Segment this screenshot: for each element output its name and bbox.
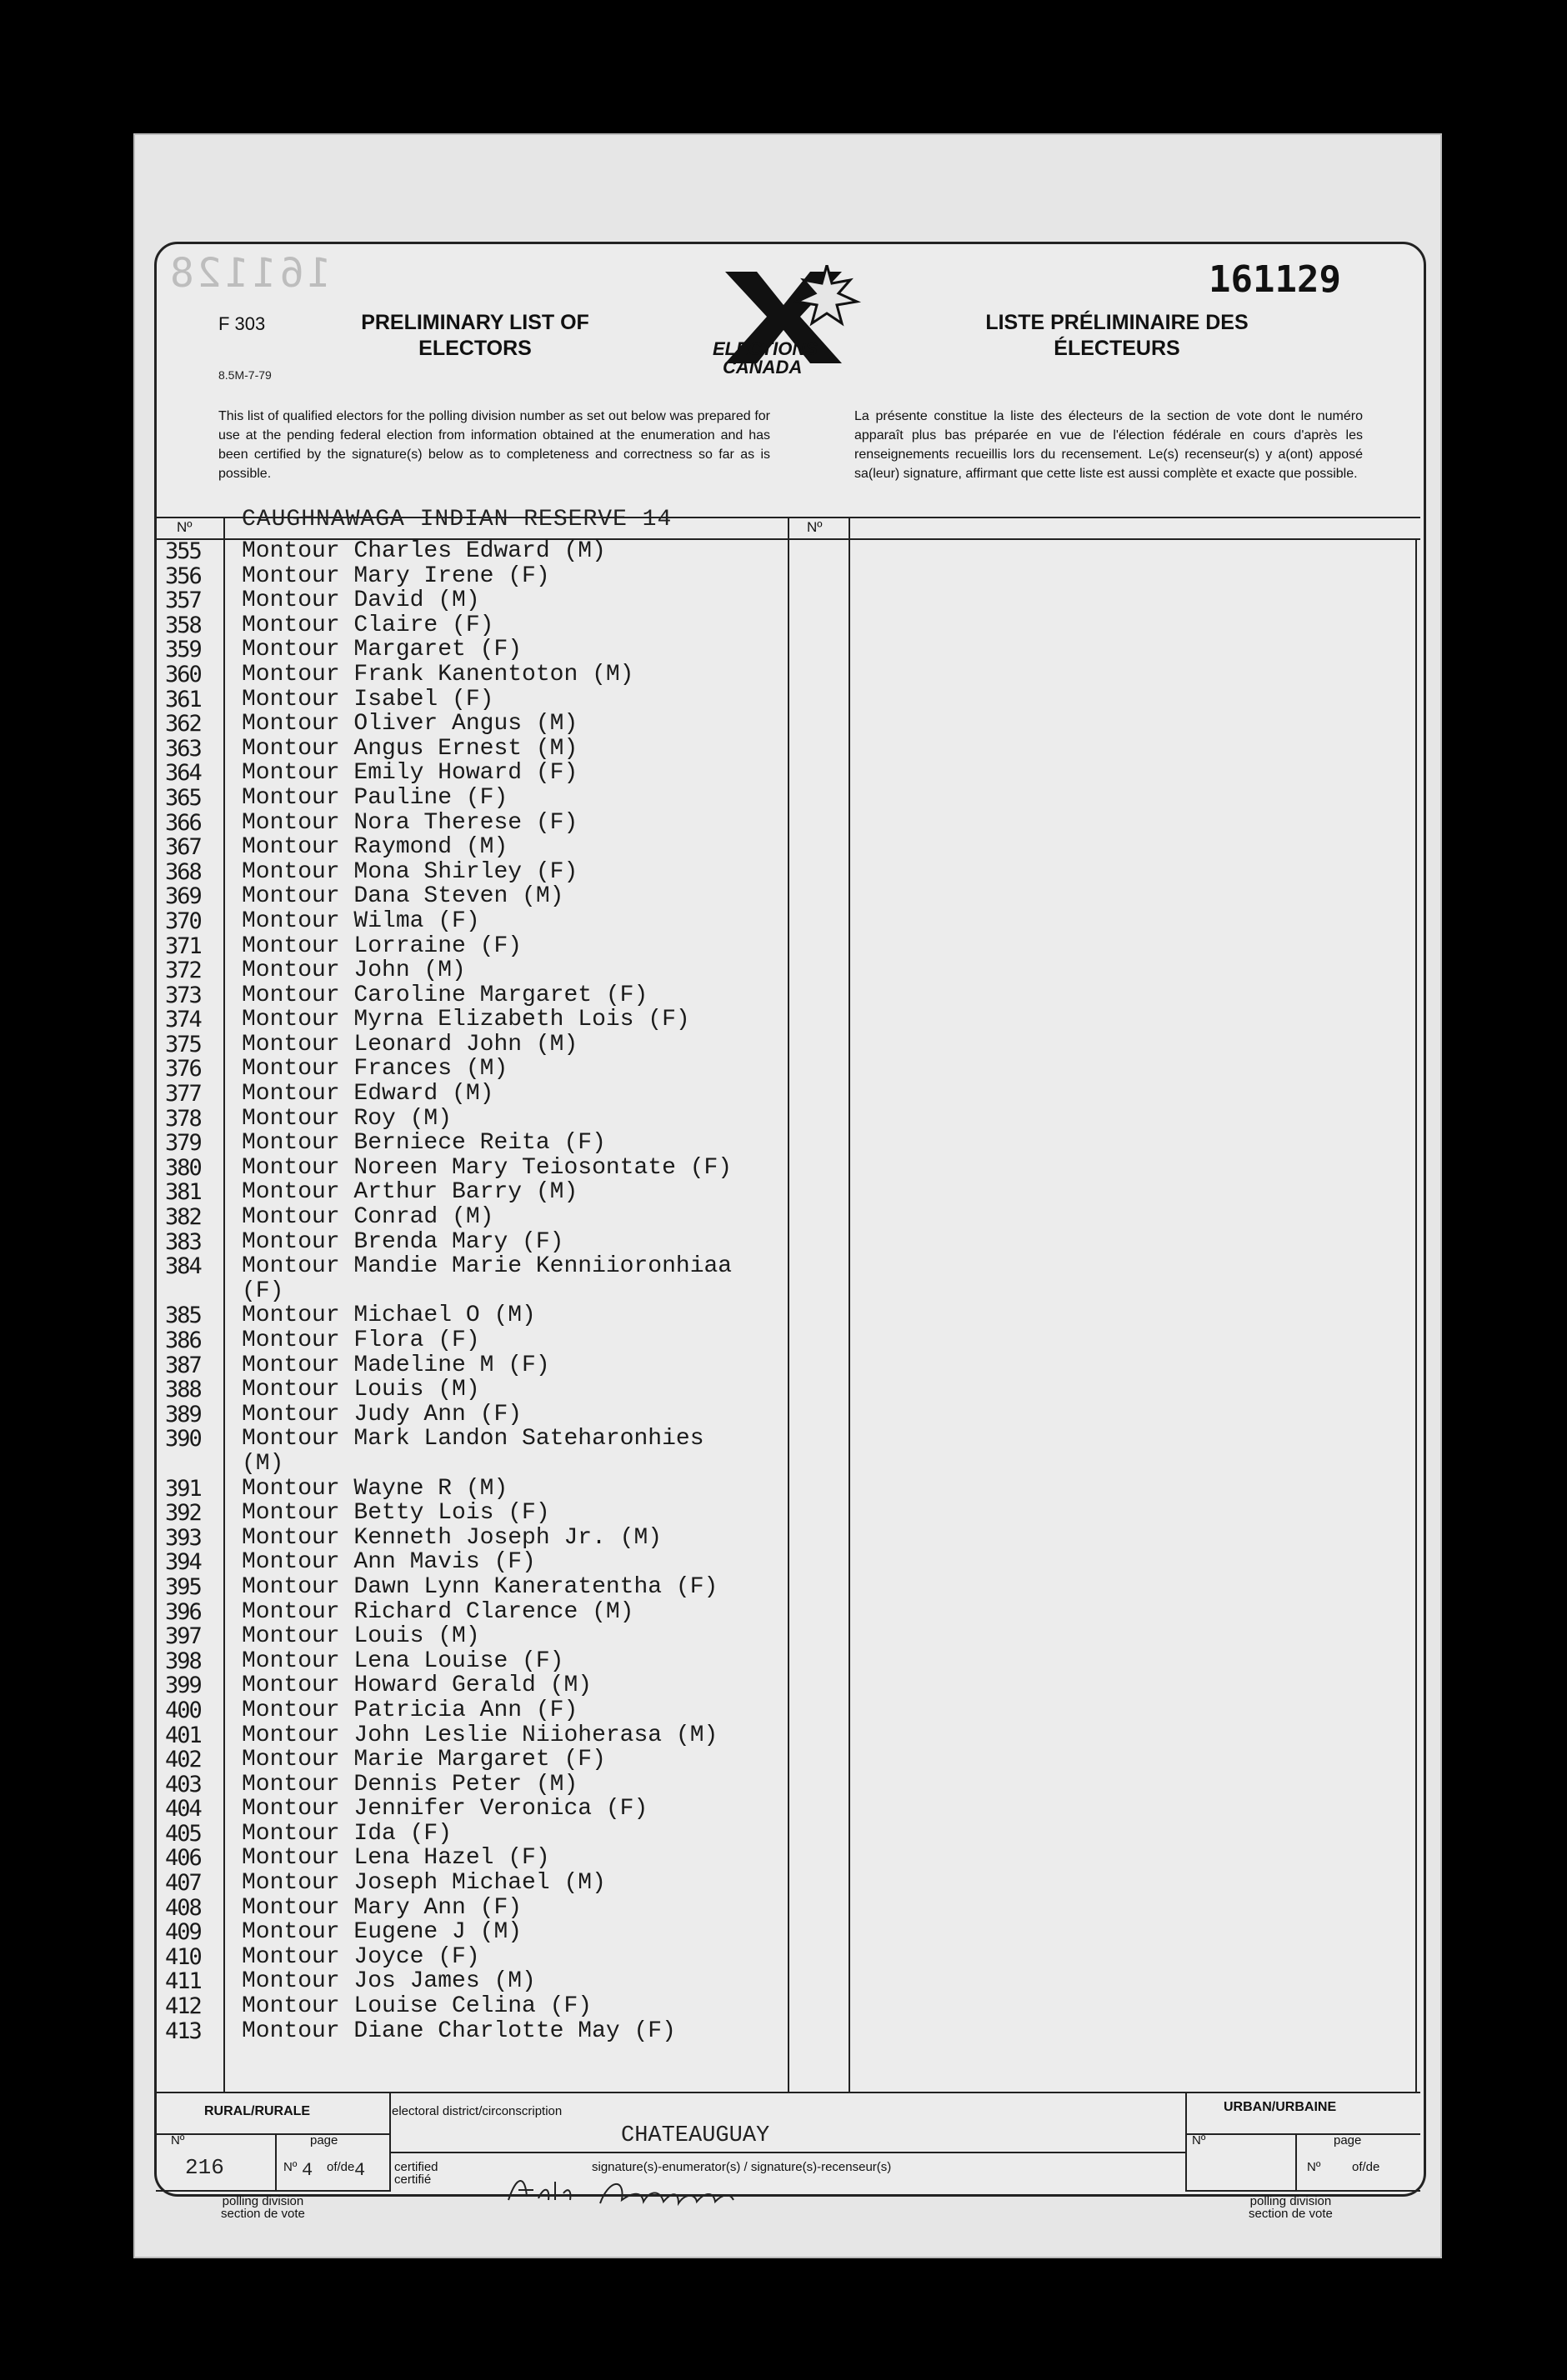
elector-name: Montour Caroline Margaret (F) [242, 982, 648, 1008]
elector-number: 373 [165, 982, 201, 1008]
elector-name: Montour Margaret (F) [242, 637, 523, 663]
document-number: 161129 [1209, 258, 1341, 301]
signature-label: signature(s)-enumerator(s) / signature(s)-recenseur(s) [592, 2160, 892, 2174]
elector-number: 399 [165, 1672, 201, 1699]
table-row [165, 1378, 815, 1402]
form-code: F 303 [218, 313, 266, 334]
elector-name: Montour Leonard John (M) [242, 1031, 578, 1058]
footer-rural-page-divider [275, 2133, 277, 2192]
table-row [165, 1624, 815, 1649]
elector-name: Montour Pauline (F) [242, 784, 508, 811]
elector-number: 359 [165, 637, 201, 663]
elector-number: 410 [165, 1943, 201, 1970]
column-header-number: Nº [177, 519, 193, 535]
elector-name: Montour Arthur Barry (M) [242, 1179, 578, 1206]
elector-number: 383 [165, 1228, 201, 1255]
elector-number: 386 [165, 1328, 201, 1353]
table-row [165, 1477, 815, 1502]
elector-name: Montour John (M) [242, 958, 466, 984]
table-row [165, 1008, 815, 1032]
urban-no-label: Nº [1192, 2133, 1206, 2148]
elector-name: Montour Louis (M) [242, 1377, 480, 1403]
title-french: LISTE PRÉLIMINAIRE DES ÉLECTEURS [985, 311, 1249, 360]
elector-number: 371 [165, 932, 201, 959]
elector-name: Montour Kenneth Joseph Jr. (M) [242, 1524, 663, 1551]
rural-page-label: page [310, 2133, 338, 2148]
table-row [165, 2019, 815, 2044]
table-row [165, 1526, 815, 1551]
elector-number: 388 [165, 1377, 201, 1403]
table-row [165, 1082, 815, 1107]
elector-number: 365 [165, 784, 201, 811]
page-total: 4 [354, 2160, 366, 2181]
elector-name: Montour Joseph Michael (M) [242, 1870, 606, 1897]
elector-number: 398 [165, 1648, 201, 1674]
elector-number: 364 [165, 760, 201, 787]
elector-name: Montour Lena Louise (F) [242, 1648, 564, 1674]
table-row [165, 1846, 815, 1871]
table-row [165, 983, 815, 1008]
footer-mid-rule [156, 2133, 389, 2135]
elector-name: Montour Diane Charlotte May (F) [242, 2018, 676, 2044]
elector-number: 408 [165, 1894, 201, 1921]
table-row [165, 564, 815, 589]
elector-name: Montour Patricia Ann (F) [242, 1697, 578, 1723]
elector-number: 368 [165, 858, 201, 885]
elector-number: 372 [165, 958, 201, 984]
table-row [165, 1600, 815, 1625]
table-row [165, 1772, 815, 1798]
elector-name: Montour Lena Hazel (F) [242, 1845, 550, 1872]
table-row [165, 1822, 815, 1847]
elector-name: Montour Jos James (M) [242, 1968, 536, 1995]
elector-name: Montour Oliver Angus (M) [242, 711, 578, 738]
table-row [165, 737, 815, 762]
elector-name: Montour Joyce (F) [242, 1943, 480, 1970]
elector-number: 397 [165, 1623, 201, 1650]
table-row [165, 1698, 815, 1723]
page-of-label: of/de [327, 2160, 355, 2174]
elector-name: Montour Mary Irene (F) [242, 562, 550, 589]
table-row [165, 1230, 815, 1255]
elector-name: Montour Edward (M) [242, 1081, 494, 1108]
elector-number: 406 [165, 1845, 201, 1872]
table-row [165, 1673, 815, 1698]
table-row [165, 1057, 815, 1082]
table-row [165, 1107, 815, 1132]
table-row [165, 1945, 815, 1970]
elector-name: Montour Ann Mavis (F) [242, 1549, 536, 1576]
elector-number: 379 [165, 1130, 201, 1157]
elector-name: (M) [242, 1450, 284, 1477]
elector-number: 412 [165, 1993, 201, 2020]
elector-number: 392 [165, 1500, 201, 1527]
elector-name: Montour Mona Shirley (F) [242, 858, 578, 885]
elector-name: Montour Dennis Peter (M) [242, 1771, 578, 1798]
table-row [165, 1797, 815, 1822]
elector-name: Montour Betty Lois (F) [242, 1500, 550, 1527]
table-row [165, 1748, 815, 1772]
elector-name: Montour Dana Steven (M) [242, 883, 564, 910]
table-row [165, 909, 815, 934]
elector-number: 378 [165, 1105, 201, 1132]
elector-number: 375 [165, 1031, 201, 1058]
elector-number: 381 [165, 1179, 201, 1206]
rural-label: RURAL/RURALE [204, 2104, 311, 2118]
footer-rural-divider [389, 2092, 391, 2192]
elector-name: Montour Charles Edward (M) [242, 538, 606, 564]
page-number: 4 [302, 2160, 313, 2181]
elector-name: Montour Noreen Mary Teiosontate (F) [242, 1154, 733, 1181]
polling-division-number: 216 [185, 2155, 224, 2180]
table-row [165, 1871, 815, 1896]
table-row [165, 1575, 815, 1600]
table-row [165, 1303, 815, 1328]
table-row [165, 1156, 815, 1181]
elector-number: 407 [165, 1870, 201, 1897]
elector-name: Montour Mary Ann (F) [242, 1894, 523, 1921]
table-row [165, 1032, 815, 1058]
elector-number: 366 [165, 809, 201, 836]
table-row [165, 1254, 815, 1279]
right-column-rule [1415, 538, 1417, 2092]
rural-no-label: Nº [171, 2133, 185, 2148]
table-row [165, 1402, 815, 1428]
table-row [165, 934, 815, 959]
elector-number: 396 [165, 1598, 201, 1625]
table-row [165, 1896, 815, 1921]
elector-name: Montour Mark Landon Sateharonhies [242, 1426, 704, 1452]
elector-number: 376 [165, 1056, 201, 1082]
elector-number: 358 [165, 612, 201, 638]
page-number-label: Nº [283, 2160, 298, 2174]
elector-number: 390 [165, 1426, 201, 1452]
elector-name: Montour Roy (M) [242, 1105, 453, 1132]
elector-name: Montour Conrad (M) [242, 1204, 494, 1231]
elector-name: Montour Frances (M) [242, 1056, 508, 1082]
table-row [165, 1452, 815, 1477]
table-row [165, 884, 815, 909]
urban-polling-division-label: polling division section de vote [1249, 2194, 1333, 2221]
table-row [165, 860, 815, 885]
elector-name: Montour Lorraine (F) [242, 932, 523, 959]
elector-name: Montour Wilma (F) [242, 908, 480, 934]
elector-number: 377 [165, 1081, 201, 1108]
footer-bottom-rule-left [156, 2190, 389, 2192]
intro-english: This list of qualified electors for the polling division number as set out below was prepared for use at the pending federal election from information obtained at the enumeration and has been certified by the signature(s) below as to completeness and correctness so far as is possible. [218, 409, 770, 481]
elector-name: Montour Howard Gerald (M) [242, 1672, 593, 1699]
table-row [165, 1131, 815, 1156]
table-row [165, 1920, 815, 1945]
intro-french: La présente constitue la liste des électeurs de la section de vote dont le numéro apparaît plus bas préparée en vue de l'élection fédérale en cours d'après les renseignements recueillis lors du recensement. Le(s) recenseur(s) y a(ont) apposé sa(leur) signature, affirmant que cette liste est aussi complète et exacte que possible. [854, 409, 1363, 481]
table-row [165, 835, 815, 860]
elector-number: 370 [165, 908, 201, 934]
urban-page-number-label: Nº [1307, 2160, 1321, 2174]
elector-name: Montour Jennifer Veronica (F) [242, 1796, 648, 1822]
elector-number: 360 [165, 661, 201, 688]
elector-number: 387 [165, 1352, 201, 1378]
urban-page-of-label: of/de [1352, 2160, 1380, 2174]
footer-urban-divider [1185, 2092, 1187, 2192]
reserve-heading: CAUGHNAWAGA INDIAN RESERVE 14 [242, 507, 673, 532]
elector-number: 402 [165, 1747, 201, 1773]
elector-list [165, 539, 815, 2043]
elector-name: Montour Frank Kanentoton (M) [242, 661, 634, 688]
table-row [165, 1994, 815, 2019]
print-code: 8.5M-7-79 [218, 368, 272, 382]
elector-number: 369 [165, 883, 201, 910]
title-english: PRELIMINARY LIST OF ELECTORS [361, 311, 589, 360]
elector-name: Montour Eugene J (M) [242, 1919, 523, 1946]
table-row [165, 1649, 815, 1674]
table-row [165, 761, 815, 786]
table-row [165, 1501, 815, 1526]
elector-name: Montour Brenda Mary (F) [242, 1228, 564, 1255]
elector-number [165, 1279, 242, 1304]
table-row [165, 1723, 815, 1748]
elector-number: 374 [165, 1007, 201, 1033]
footer-mid-rule-right [1185, 2133, 1420, 2135]
elector-name: Montour Marie Margaret (F) [242, 1747, 606, 1773]
column-header-number-right: Nº [807, 519, 823, 535]
elector-number: 389 [165, 1401, 201, 1428]
elector-number: 363 [165, 735, 201, 762]
footer-bottom-rule-right [1185, 2190, 1420, 2192]
elector-number: 380 [165, 1154, 201, 1181]
table-row [165, 1205, 815, 1230]
elector-number: 403 [165, 1771, 201, 1798]
urban-page-label: page [1334, 2133, 1362, 2148]
elector-name: Montour Berniece Reita (F) [242, 1130, 606, 1157]
electoral-district: CHATEAUGUAY [621, 2123, 770, 2148]
enumerator-signature [500, 2167, 800, 2217]
footer-cert-rule [389, 2152, 1185, 2153]
table-row [165, 1969, 815, 1994]
footer-urban-page-divider [1295, 2133, 1297, 2192]
elector-name: Montour Madeline M (F) [242, 1352, 550, 1378]
elector-name: Montour Michael O (M) [242, 1302, 536, 1329]
elector-number: 401 [165, 1722, 201, 1748]
urban-label: URBAN/URBAINE [1224, 2100, 1337, 2114]
elector-name: Montour Angus Ernest (M) [242, 735, 578, 762]
table-row [165, 712, 815, 737]
table-row [165, 613, 815, 638]
elector-name: Montour John Leslie Niioherasa (M) [242, 1722, 718, 1748]
table-row [165, 1279, 815, 1304]
elector-name: Montour Wayne R (M) [242, 1475, 508, 1502]
elector-number: 356 [165, 562, 201, 589]
table-row [165, 1427, 815, 1452]
elector-number: 404 [165, 1796, 201, 1822]
elector-name: Montour Nora Therese (F) [242, 809, 578, 836]
elector-number: 361 [165, 686, 201, 712]
elector-number: 384 [165, 1253, 201, 1280]
elector-name: Montour Claire (F) [242, 612, 494, 638]
table-row [165, 638, 815, 662]
table-row [165, 958, 815, 983]
certified-label: certified certifié [394, 2160, 438, 2187]
district-label: electoral district/circonscription [392, 2104, 563, 2118]
logo-text: ELECTIONS CANADA [713, 338, 818, 378]
elector-number: 395 [165, 1573, 201, 1600]
table-row [165, 1328, 815, 1353]
table-row [165, 662, 815, 688]
elector-number: 355 [165, 538, 201, 564]
table-row [165, 588, 815, 613]
elector-name: Montour Flora (F) [242, 1328, 480, 1353]
elector-name: Montour Isabel (F) [242, 686, 494, 712]
elector-number: 394 [165, 1549, 201, 1576]
elector-number: 411 [165, 1968, 201, 1995]
elector-name: Montour Raymond (M) [242, 834, 508, 861]
elector-number [165, 1452, 242, 1477]
elector-name: Montour Emily Howard (F) [242, 760, 578, 787]
elector-number: 391 [165, 1475, 201, 1502]
elector-number: 367 [165, 834, 201, 861]
ghost-number: 161128 [167, 250, 332, 297]
middle-column-rule-right [849, 517, 850, 2092]
elector-name: Montour Louise Celina (F) [242, 1993, 593, 2020]
elector-number: 400 [165, 1697, 201, 1723]
elector-name: Montour Dawn Lynn Kaneratentha (F) [242, 1573, 718, 1600]
elector-name: Montour Mandie Marie Kenniioronhiaa [242, 1253, 733, 1280]
elector-number: 362 [165, 711, 201, 738]
elector-number: 382 [165, 1204, 201, 1231]
rural-polling-division-label: polling division section de vote [221, 2194, 305, 2221]
elector-name: Montour Richard Clarence (M) [242, 1598, 634, 1625]
table-bottom-rule [156, 2092, 1420, 2093]
elector-number: 413 [165, 2018, 201, 2044]
elector-number: 409 [165, 1919, 201, 1946]
table-row [165, 539, 815, 564]
table-row [165, 1180, 815, 1205]
table-row [165, 688, 815, 712]
elector-name: Montour Louis (M) [242, 1623, 480, 1650]
elector-number: 385 [165, 1302, 201, 1329]
elector-name: (F) [242, 1278, 284, 1304]
elector-number: 357 [165, 588, 201, 614]
elector-number: 405 [165, 1820, 201, 1847]
table-row [165, 1550, 815, 1575]
table-row [165, 1353, 815, 1378]
elector-name: Montour Myrna Elizabeth Lois (F) [242, 1007, 690, 1033]
elector-name: Montour Ida (F) [242, 1820, 453, 1847]
elector-name: Montour David (M) [242, 588, 480, 614]
table-row [165, 811, 815, 836]
table-row [165, 786, 815, 811]
elector-name: Montour Judy Ann (F) [242, 1401, 523, 1428]
elector-number: 393 [165, 1524, 201, 1551]
